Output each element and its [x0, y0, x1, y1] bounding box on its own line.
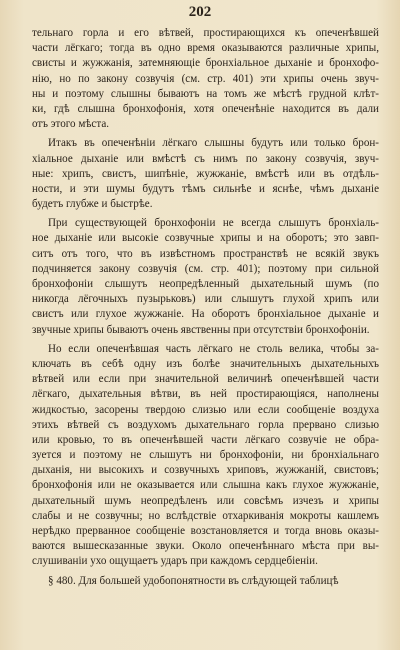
text-line: § 480. Для большей удобопонятности въ слѣдующей таблицѣ [48, 574, 339, 587]
text-line: Но если опеченѣвшая часть лёгкаго не столь велика, чтобы за- [48, 342, 379, 355]
text-line: жидкостью, засорены твердою слизью или если сообщеніе воздуха [32, 403, 379, 416]
text-line: будетъ глубже и быстрѣе. [32, 198, 153, 211]
text-line: никогда лёгочныхъ пузырьковъ) или слышутъ глухой хрипъ или [32, 293, 379, 306]
text-line: бронхофоніи слышутъ неопредѣленный дыхательный шумъ (по [32, 278, 379, 290]
text-line: хіальное дыханіе или вмѣстѣ съ нимъ по закону созвучія, звуч- [32, 152, 379, 165]
text-line: Итакъ въ опеченѣніи лёгкаго слышны будутъ или только брон- [48, 137, 379, 150]
text-line: части лёгкаго; тогда въ одно время оказываются различные хрипы, [32, 42, 379, 55]
text-line: свисты и жужжанія, затемняющіе бронхіальное дыханіе и бронхофо- [32, 57, 379, 70]
text-line: бронхофонія или не оказывается или слышна какъ глухое жужжаніе, [32, 479, 379, 492]
text-line: звучные хрипы бываютъ очень явственны при отсутствіи бронхофоніи. [32, 323, 370, 336]
text-line: слушиваніи ухо ощущаетъ ударъ при каждомъ сердцебіеніи. [32, 555, 318, 568]
paragraph [32, 136, 379, 212]
text-line: вѣтвей или если при значительной величинѣ опеченѣвшей части [32, 373, 379, 386]
text-line: зуется и поэтому не слышутъ ни бронхофоніи, ни бронхіальнаго [32, 449, 379, 462]
text-line: лёгкаго, дыхательныя вѣтви, въ ней простирающіяся, наполнены [32, 388, 379, 401]
text-line: ваются вышесказанные звуки. Около опеченѣннаго мѣста при вы- [32, 540, 379, 553]
text-line: свистъ или глухое жужжаніе. На оборотъ бронхіальное дыханіе и [32, 308, 379, 321]
text-line: подчиняется закону созвучія (см. стр. 401); поэтому при сильной [32, 262, 379, 275]
text-line: нію, но по закону созвучія (см. стр. 401) эти хрипы очень звуч- [32, 72, 379, 85]
text-line: отъ этого мѣста. [32, 118, 110, 131]
text-line: ны и поэтому слышны бываютъ на томъ же мѣстѣ грудной клѣт- [32, 87, 379, 100]
text-line: тельнаго горла и его вѣтвей, простирающихся къ опеченѣвшей [32, 27, 379, 39]
text-line: этихъ вѣтвей съ воздухомъ дыхательнаго горла прервано слизью [32, 418, 379, 431]
paragraph [32, 216, 379, 338]
text-line: ключать въ себѣ одну изъ болѣе значительныхъ дыхательныхъ [32, 357, 379, 370]
text-line: дыханія, ни высокихъ и созвучныхъ хриповъ, жужжаній, свистовъ; [32, 464, 379, 477]
text-line: ности, и эти шумы будутъ тѣмъ сильнѣе и яснѣе, чѣмъ дыханіе [32, 182, 379, 195]
text-line: ное дыханіе или высокіе созвучные хрипы и на оборотъ; это завп- [32, 232, 379, 245]
page-number: 202 [188, 4, 212, 20]
text-line: ки, гдѣ слышна бронхофонія, хотя опеченѣніе находится въ дали [32, 102, 379, 115]
paragraph [32, 342, 379, 570]
text-line: При существующей бронхофоніи не всегда слышутъ бронхіаль- [48, 217, 379, 230]
text-line: или кровью, то въ опеченѣвшей части лёгкаго созвучіе не обра- [32, 433, 379, 446]
paragraph [32, 26, 379, 132]
body-text [32, 26, 379, 593]
text-line: слабы и не созвучны; но вслѣдствіе отхаркиванія мокроты кашлемъ [32, 509, 379, 522]
text-line: дыхательный шумъ неопредѣленъ или совсѣмъ изчезъ и хрипы [32, 494, 379, 507]
paragraph [32, 574, 379, 589]
text-line: нерѣдко прерванное сообщеніе возстановляется и тогда вновь оказы- [32, 525, 379, 537]
text-line: ные: хрипъ, свистъ, шипѣніе, жужжаніе, вмѣстѣ или въ отдѣль- [32, 167, 379, 180]
text-line: ситъ отъ того, что въ извѣстномъ пространствѣ не всякій звукъ [32, 247, 379, 260]
